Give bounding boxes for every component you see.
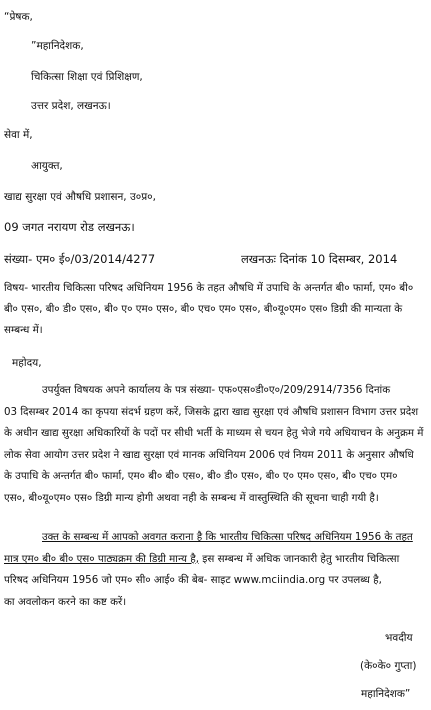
body-line: के उपाधि के अन्तर्गत बी० फार्मा, एम० बी० बी० एस०, बी० डी० एस०, बी० ए० एम० एस०, बी० एच० एम०	[4, 470, 398, 482]
place-date: लखनऊः दिनांक 10 दिसम्बर, 2014	[241, 252, 398, 266]
body-line-rest: इस सम्बन्ध में अधिक जानकारी हेतु भारतीय चिकित्सा	[199, 552, 400, 565]
subject-line: सम्बन्ध में।	[4, 324, 43, 336]
sender-department: चिकित्सा शिक्षा एवं प्रिशिक्षण,	[31, 71, 143, 83]
closing-yours: भवदीय	[385, 632, 413, 644]
recipient-address: 09 जगत नरायण रोड लखनऊ।	[4, 220, 135, 234]
subject-block	[4, 278, 424, 341]
recipient-department: खाद्य सुरक्षा एवं औषधि प्रशासन, उ०प्र०,	[4, 191, 156, 203]
body-line	[4, 549, 426, 571]
body-line: 03 दिसम्बर 2014 का कृपया संदर्भ ग्रहण करें, जिसके द्वारा खाद्य सुरक्षा एवं औषधि प्रशासन विभाग उत्तर प्रदेश	[4, 405, 419, 418]
reference-number: संख्या- एम० ई०/03/2014/4277	[4, 252, 156, 266]
subject-line: विषय- भारतीय चिकित्सा परिषद अधिनियम 1956 के तहत औषधि में उपाधि के अन्तर्गत बी० फार्मा, एम० बी०	[4, 282, 414, 294]
body-paragraph-2	[4, 527, 426, 613]
signatory-name: (के०के० गुप्ता)	[360, 660, 417, 672]
body-line: के अधीन खाद्य सुरक्षा अधिकारियों के पदों पर सीधी भर्ती के माध्यम से चयन हेतु भेजे गये अधियाचन के अनुक्रम में	[4, 427, 424, 439]
sender-label: “प्रेषक,	[4, 11, 33, 23]
signatory-designation: महानिदेशक”	[361, 688, 411, 700]
body-line: एस०, बी०यू०एम० एस० डिग्री मान्य होगी अथवा नही के सम्बन्ध में वास्तुस्थिति की सूचना चाही गयी है।	[4, 491, 379, 504]
body-line-underlined: उक्त के सम्बन्ध में आपको अवगत कराना है कि भारतीय चिकित्सा परिषद अधिनियम 1956 के तहत	[42, 531, 413, 543]
highlighted-statement: मात्र एम० बी० बी० एस० पाठ्यक्रम की डिग्री मान्य है,	[4, 552, 199, 565]
to-label: सेवा में,	[4, 129, 33, 141]
subject-line: बी० एस०, बी० डी० एस०, बी० ए० एम० एस०, बी० एच० एम० एस०, बी०यू०एम० एस० डिग्री की मान्यता के	[4, 303, 403, 315]
body-line: परिषद अधिनियम 1956 जो एम० सी० आई० की बेब- साइट www.mciindia.org पर उपलब्ध है,	[4, 574, 382, 586]
salutation: महोदय,	[12, 357, 42, 369]
body-paragraph-1	[4, 380, 426, 509]
recipient-title: आयुक्त,	[31, 160, 63, 172]
body-line: उपर्युक्त विषयक अपने कार्यालय के पत्र संख्या- एफ०एस०डी०ए०/209/2914/7356 दिनांक	[42, 384, 391, 396]
body-line: का अवलोकन करने का कष्ट करें।	[4, 595, 127, 608]
body-line: लोक सेवा आयोग उत्तर प्रदेश ने खाद्य सुरक्षा एवं मानक अधिनियम 2006 एवं नियम 2011 के अनुसार औषधि	[4, 448, 414, 461]
sender-place: उत्तर प्रदेश, लखनऊ।	[31, 100, 111, 112]
sender-title: ”महानिदेशक,	[31, 40, 84, 52]
